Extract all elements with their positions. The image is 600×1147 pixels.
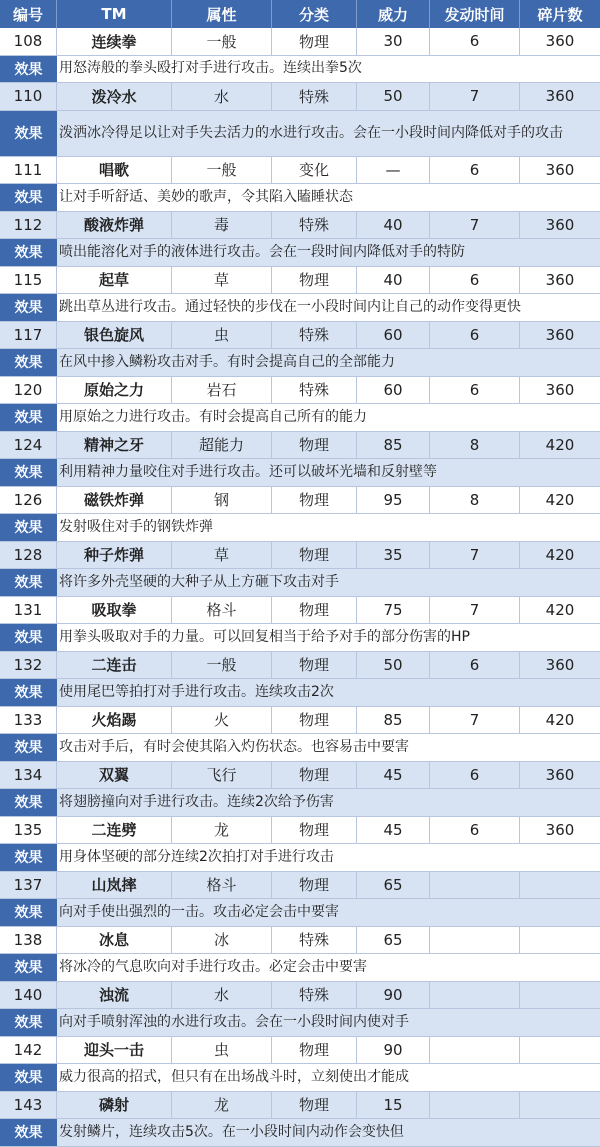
effect-row	[0, 1119, 600, 1147]
row-number: 128	[0, 542, 57, 569]
row-tm-name: 银色旋风	[57, 322, 172, 349]
row-tm-name: 原始之力	[57, 377, 172, 404]
row-power: 85	[357, 707, 430, 734]
effect-row	[0, 404, 600, 432]
row-tm-name: 起草	[57, 267, 172, 294]
effect-text: 使用尾巴等拍打对手进行攻击。连续攻击2次	[59, 683, 334, 700]
row-power: 50	[357, 83, 430, 110]
table-row	[0, 322, 600, 350]
row-tm-name: 二连击	[57, 652, 172, 679]
effect-row	[0, 569, 600, 597]
effect-label: 效果	[0, 404, 57, 431]
table-row	[0, 267, 600, 295]
row-number: 134	[0, 762, 57, 789]
effect-text: 将许多外壳坚硬的大种子从上方砸下攻击对手	[59, 573, 339, 590]
table-row	[0, 28, 600, 56]
row-category: 特殊	[272, 212, 357, 239]
table-row	[0, 377, 600, 405]
effect-label: 效果	[0, 734, 57, 761]
row-number: 140	[0, 982, 57, 1009]
row-shards: 360	[545, 87, 575, 106]
row-number: 124	[0, 432, 57, 459]
row-tm-name: 精神之牙	[57, 432, 172, 459]
row-activation-time: 6	[430, 322, 520, 349]
effect-label: 效果	[0, 1009, 57, 1036]
table-row	[0, 1092, 600, 1120]
row-type: 飞行	[172, 762, 272, 789]
row-tm-name: 连续拳	[57, 28, 172, 55]
row-category: 特殊	[272, 982, 357, 1009]
row-shards: 360	[545, 32, 575, 51]
row-category: 物理	[272, 817, 357, 844]
row-type: 冰	[172, 927, 272, 954]
row-number: 135	[0, 817, 57, 844]
row-shards	[520, 927, 600, 954]
effect-text: 将冰冷的气息吹向对手进行攻击。必定会击中要害	[59, 958, 367, 975]
row-tm-name: 浊流	[57, 982, 172, 1009]
row-type: 格斗	[172, 872, 272, 899]
effect-label: 效果	[0, 239, 57, 266]
effect-label: 效果	[0, 459, 57, 486]
effect-text: 用怒涛般的拳头殴打对手进行攻击。连续出拳5次	[59, 60, 362, 77]
row-number: 137	[0, 872, 57, 899]
header-number: 编号	[0, 0, 57, 28]
effect-label: 效果	[0, 349, 57, 376]
row-activation-time: 7	[430, 83, 520, 110]
header-shards: 碎片数	[537, 5, 583, 24]
row-power: 30	[357, 28, 430, 55]
effect-row	[0, 349, 600, 377]
row-number: 120	[0, 377, 57, 404]
effect-text: 在风中掺入鳞粉攻击对手。有时会提高自己的全部能力	[59, 353, 395, 370]
row-power: 60	[357, 377, 430, 404]
effect-label: 效果	[0, 294, 57, 321]
row-power: 90	[357, 1037, 430, 1064]
effect-label: 效果	[0, 679, 57, 706]
row-power: 40	[357, 212, 430, 239]
row-power: 65	[357, 927, 430, 954]
row-shards: 360	[545, 820, 575, 839]
row-shards: 420	[545, 490, 575, 509]
row-tm-name: 迎头一击	[57, 1037, 172, 1064]
row-category: 物理	[272, 872, 357, 899]
effect-row	[0, 899, 600, 927]
effect-label: 效果	[0, 844, 57, 871]
row-activation-time: 6	[430, 377, 520, 404]
effect-row	[0, 789, 600, 817]
row-type: 毒	[172, 212, 272, 239]
row-power: 90	[357, 982, 430, 1009]
row-type: 一般	[172, 28, 272, 55]
table-row	[0, 707, 600, 735]
effect-text: 攻击对手后，有时会使其陷入灼伤状态。也容易击中要害	[59, 738, 409, 755]
row-shards: 360	[545, 160, 575, 179]
effect-text: 用拳头吸取对手的力量。可以回复相当于给予对手的部分伤害的HP	[59, 628, 470, 645]
row-tm-name: 唱歌	[57, 157, 172, 184]
row-category: 变化	[272, 157, 357, 184]
table-row	[0, 432, 600, 460]
row-type: 火	[172, 707, 272, 734]
effect-label: 效果	[0, 899, 57, 926]
row-activation-time	[430, 872, 520, 899]
header-category: 分类	[272, 0, 357, 28]
row-activation-time: 7	[430, 542, 520, 569]
row-type: 岩石	[172, 377, 272, 404]
row-tm-name: 磁铁炸弹	[57, 487, 172, 514]
table-row	[0, 817, 600, 845]
row-number: 110	[0, 83, 57, 110]
effect-row	[0, 184, 600, 212]
row-type: 虫	[172, 322, 272, 349]
row-category: 物理	[272, 1092, 357, 1119]
effect-text: 发射鳞片，连续攻击5次。在一小段时间内动作会变快但	[59, 1123, 404, 1140]
row-activation-time: 8	[430, 487, 520, 514]
effect-text: 用身体坚硬的部分连续2次拍打对手进行攻击	[59, 848, 334, 865]
row-number: 131	[0, 597, 57, 624]
row-type: 一般	[172, 157, 272, 184]
table-row	[0, 872, 600, 900]
row-category: 物理	[272, 652, 357, 679]
row-type: 一般	[172, 652, 272, 679]
table-row	[0, 762, 600, 790]
row-category: 物理	[272, 267, 357, 294]
table-row	[0, 542, 600, 570]
row-type: 水	[172, 83, 272, 110]
row-shards: 420	[545, 600, 575, 619]
effect-row	[0, 954, 600, 982]
effect-row	[0, 844, 600, 872]
header-tm: TM	[57, 0, 172, 28]
row-shards: 360	[545, 380, 575, 399]
header-type: 属性	[172, 0, 272, 28]
effect-row	[0, 514, 600, 542]
row-number: 142	[0, 1037, 57, 1064]
row-type: 虫	[172, 1037, 272, 1064]
row-type: 龙	[172, 817, 272, 844]
row-number: 115	[0, 267, 57, 294]
row-power: 35	[357, 542, 430, 569]
effect-text: 发射吸住对手的钢铁炸弹	[59, 518, 213, 535]
row-tm-name: 酸液炸弹	[57, 212, 172, 239]
row-number: 108	[0, 28, 57, 55]
row-activation-time: 6	[430, 267, 520, 294]
row-tm-name: 火焰踢	[57, 707, 172, 734]
effect-text: 用原始之力进行攻击。有时会提高自己所有的能力	[59, 408, 367, 425]
row-power: 60	[357, 322, 430, 349]
effect-row	[0, 624, 600, 652]
effect-text: 向对手使出强烈的一击。攻击必定会击中要害	[59, 903, 339, 920]
row-shards: 360	[545, 270, 575, 289]
row-shards	[520, 1037, 600, 1064]
row-power: 85	[357, 432, 430, 459]
row-power: 45	[357, 817, 430, 844]
row-number: 117	[0, 322, 57, 349]
row-type: 草	[172, 267, 272, 294]
row-shards: 420	[545, 545, 575, 564]
effect-text: 将翅膀撞向对手进行攻击。连续2次给予伤害	[59, 793, 334, 810]
row-tm-name: 山岚摔	[57, 872, 172, 899]
row-power: 15	[357, 1092, 430, 1119]
effect-row	[0, 459, 600, 487]
row-activation-time: 7	[430, 597, 520, 624]
effect-label: 效果	[0, 514, 57, 541]
effect-label: 效果	[0, 1119, 57, 1146]
effect-row	[0, 1009, 600, 1037]
row-category: 物理	[272, 597, 357, 624]
effect-row	[0, 56, 600, 84]
row-category: 物理	[272, 1037, 357, 1064]
row-tm-name: 吸取拳	[57, 597, 172, 624]
effect-row	[0, 239, 600, 267]
row-tm-name: 冰息	[57, 927, 172, 954]
row-category: 物理	[272, 542, 357, 569]
table-row	[0, 652, 600, 680]
row-tm-name: 二连劈	[57, 817, 172, 844]
row-type: 超能力	[172, 432, 272, 459]
row-activation-time	[430, 1092, 520, 1119]
row-power: 95	[357, 487, 430, 514]
row-number: 132	[0, 652, 57, 679]
row-power: 50	[357, 652, 430, 679]
row-number: 143	[0, 1092, 57, 1119]
table-row	[0, 597, 600, 625]
effect-label: 效果	[0, 624, 57, 651]
table-row	[0, 157, 600, 185]
effect-label: 效果	[0, 789, 57, 816]
row-type: 水	[172, 982, 272, 1009]
row-activation-time: 8	[430, 432, 520, 459]
table-header	[0, 0, 600, 28]
row-number: 111	[0, 157, 57, 184]
row-number: 126	[0, 487, 57, 514]
row-category: 物理	[272, 487, 357, 514]
effect-text: 跳出草丛进行攻击。通过轻快的步伐在一小段时间内让自己的动作变得更快	[59, 298, 521, 315]
effect-row	[0, 294, 600, 322]
effect-label: 效果	[0, 954, 57, 981]
table-body	[0, 28, 600, 1147]
effect-label: 效果	[0, 111, 57, 156]
table-row	[0, 982, 600, 1010]
table-row	[0, 1037, 600, 1065]
row-shards: 360	[545, 215, 575, 234]
row-power: —	[357, 157, 430, 184]
row-activation-time: 6	[430, 817, 520, 844]
row-category: 特殊	[272, 377, 357, 404]
effect-text: 威力很高的招式，但只有在出场战斗时，立刻使出才能成	[59, 1068, 409, 1085]
effect-row	[0, 1064, 600, 1092]
row-shards: 420	[545, 710, 575, 729]
row-power: 40	[357, 267, 430, 294]
row-activation-time	[430, 927, 520, 954]
effect-text: 向对手喷射浑浊的水进行攻击。会在一小段时间内使对手	[59, 1013, 409, 1030]
row-type: 钢	[172, 487, 272, 514]
row-tm-name: 磷射	[57, 1092, 172, 1119]
row-tm-name: 泼冷水	[57, 83, 172, 110]
row-power: 65	[357, 872, 430, 899]
row-shards: 360	[545, 325, 575, 344]
row-activation-time: 7	[430, 212, 520, 239]
row-category: 物理	[272, 28, 357, 55]
row-shards	[520, 872, 600, 899]
effect-row	[0, 734, 600, 762]
row-power: 45	[357, 762, 430, 789]
effect-row	[0, 679, 600, 707]
row-tm-name: 种子炸弹	[57, 542, 172, 569]
row-shards: 420	[545, 435, 575, 454]
row-activation-time: 6	[430, 28, 520, 55]
effect-label: 效果	[0, 1064, 57, 1091]
effect-label: 效果	[0, 569, 57, 596]
row-tm-name: 双翼	[57, 762, 172, 789]
row-activation-time	[430, 1037, 520, 1064]
table-row	[0, 487, 600, 515]
row-type: 格斗	[172, 597, 272, 624]
row-number: 112	[0, 212, 57, 239]
row-number: 138	[0, 927, 57, 954]
row-power: 75	[357, 597, 430, 624]
row-category: 物理	[272, 707, 357, 734]
row-activation-time: 7	[430, 707, 520, 734]
row-type: 草	[172, 542, 272, 569]
row-shards: 360	[545, 655, 575, 674]
row-activation-time: 6	[430, 762, 520, 789]
effect-label: 效果	[0, 184, 57, 211]
header-power: 威力	[357, 0, 430, 28]
row-category: 特殊	[272, 83, 357, 110]
row-shards	[520, 1092, 600, 1119]
row-activation-time: 6	[430, 652, 520, 679]
row-category: 特殊	[272, 927, 357, 954]
effect-text: 泼洒冰冷得足以让对手失去活力的水进行攻击。会在一小段时间内降低对手的攻击	[59, 124, 563, 141]
row-activation-time: 6	[430, 157, 520, 184]
row-category: 特殊	[272, 322, 357, 349]
row-category: 物理	[272, 432, 357, 459]
effect-text: 让对手听舒适、美妙的歌声，令其陷入瞌睡状态	[59, 188, 353, 205]
row-shards	[520, 982, 600, 1009]
effect-label: 效果	[0, 56, 57, 83]
table-row	[0, 927, 600, 955]
effect-text: 喷出能溶化对手的液体进行攻击。会在一段时间内降低对手的特防	[59, 243, 465, 260]
header-activation-time: 发动时间	[430, 0, 520, 28]
row-category: 物理	[272, 762, 357, 789]
row-shards: 360	[545, 765, 575, 784]
table-row	[0, 83, 600, 111]
row-type: 龙	[172, 1092, 272, 1119]
effect-text: 利用精神力量咬住对手进行攻击。还可以破坏光墙和反射壁等	[59, 463, 437, 480]
row-number: 133	[0, 707, 57, 734]
row-activation-time	[430, 982, 520, 1009]
effect-row	[0, 111, 600, 157]
table-row	[0, 212, 600, 240]
